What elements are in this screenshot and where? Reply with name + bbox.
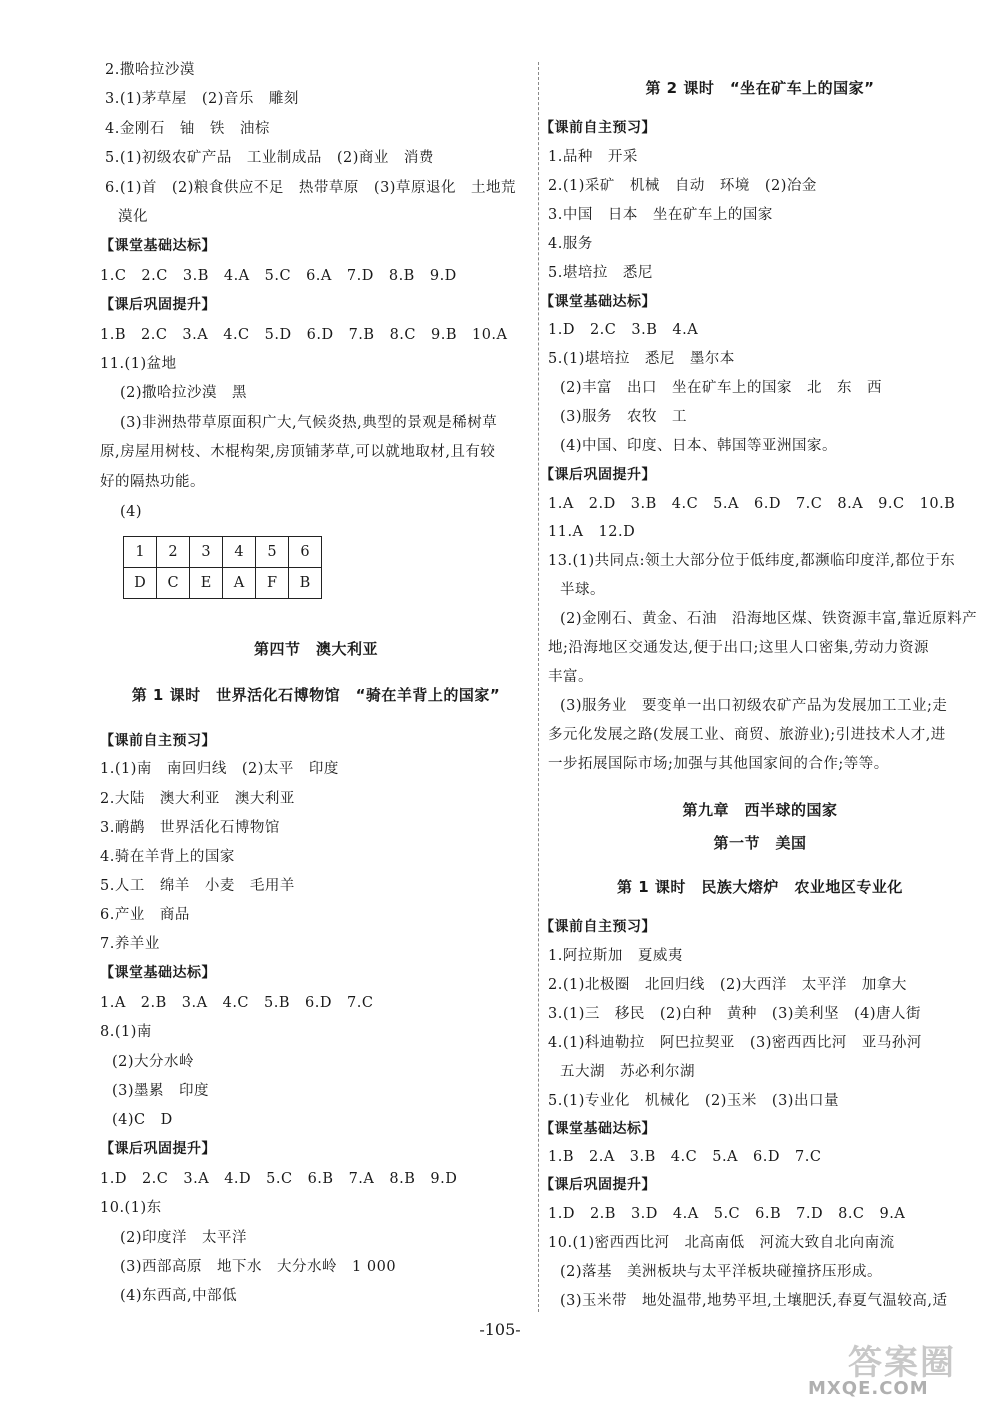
section-heading: 【课前自主预习】 <box>540 919 656 935</box>
answer-line: 5.人工 绵羊 小麦 毛用羊 <box>100 878 295 894</box>
table-cell: D <box>124 568 157 599</box>
answer-line: 10.(1)东 <box>100 1200 162 1216</box>
answer-line: (2)落基 美洲板块与太平洋板块碰撞挤压形成。 <box>560 1264 883 1280</box>
answer-line: (2)大分水岭 <box>112 1054 195 1070</box>
answer-line: (4)东西高,中部低 <box>120 1288 238 1304</box>
section-heading: 【课堂基础达标】 <box>100 238 216 254</box>
section-title: 第四节 澳大利亚 <box>253 640 378 658</box>
answer-line: (4)中国、印度、日本、韩国等亚洲国家。 <box>560 438 838 454</box>
answer-line: 5.(1)堪培拉 悉尼 墨尔本 <box>548 351 735 367</box>
table-row <box>124 537 322 568</box>
section-heading: 【课堂基础达标】 <box>540 1121 656 1137</box>
answer-line: (4) <box>120 504 143 520</box>
chapter-title: 第九章 西半球的国家 <box>682 801 838 819</box>
table-cell: E <box>190 568 223 599</box>
answer-line: 2.(1)北极圈 北回归线 (2)大西洋 太平洋 加拿大 <box>548 977 907 993</box>
answer-line: 原,房屋用树枝、木棍构架,房顶铺茅草,可以就地取材,且有较 <box>100 444 496 460</box>
section-title: 第一节 美国 <box>713 834 807 852</box>
section-heading: 【课后巩固提升】 <box>100 297 216 313</box>
table-cell: 3 <box>190 537 223 568</box>
table-cell: C <box>157 568 190 599</box>
section-heading: 【课堂基础达标】 <box>100 965 216 981</box>
table-cell: 6 <box>289 537 322 568</box>
answer-line: 1.B 2.C 3.A 4.C 5.D 6.D 7.B 8.C 9.B 10.A <box>100 327 508 343</box>
answer-line: (3)服务 农牧 工 <box>560 409 688 425</box>
table-cell: 1 <box>124 537 157 568</box>
lesson-title: 第 1 课时 世界活化石博物馆 “骑在羊背上的国家” <box>131 686 501 704</box>
answer-line: 3.(1)三 移民 (2)白种 黄种 (3)美利坚 (4)唐人街 <box>548 1006 921 1022</box>
answer-line: 漠化 <box>118 209 148 225</box>
section-heading: 【课后巩固提升】 <box>540 467 656 483</box>
answer-line: 1.阿拉斯加 夏威夷 <box>548 948 683 964</box>
table-cell: 4 <box>223 537 256 568</box>
answer-line: 10.(1)密西西比河 北高南低 河流大致自北向南流 <box>548 1235 895 1251</box>
answer-line: 3.鸸鹋 世界活化石博物馆 <box>100 820 280 836</box>
answer-line: (2)撒哈拉沙漠 黑 <box>120 385 248 401</box>
answer-table <box>123 536 322 599</box>
answer-line: 8.(1)南 <box>100 1024 152 1040</box>
answer-line: 5.(1)专业化 机械化 (2)玉米 (3)出口量 <box>548 1093 839 1109</box>
answer-line: 1.品种 开采 <box>548 149 638 165</box>
answer-line: 11.A 12.D <box>548 524 636 540</box>
page-number: -105- <box>479 1320 521 1339</box>
table-cell: 5 <box>256 537 289 568</box>
section-heading: 【课前自主预习】 <box>540 120 656 136</box>
section-heading: 【课后巩固提升】 <box>100 1141 216 1157</box>
answer-line: 2.大陆 澳大利亚 澳大利亚 <box>100 791 295 807</box>
table-cell: B <box>289 568 322 599</box>
watermark-url: MXQE.COM <box>808 1378 929 1399</box>
answer-line: 丰富。 <box>548 669 593 685</box>
answer-line: 1.D 2.C 3.A 4.D 5.C 6.B 7.A 8.B 9.D <box>100 1171 458 1187</box>
answer-line: 3.(1)茅草屋 (2)音乐 雕刻 <box>105 91 299 107</box>
lesson-title: 第 2 课时 “坐在矿车上的国家” <box>645 79 875 97</box>
answer-line: 6.产业 商品 <box>100 907 190 923</box>
answer-line: 11.(1)盆地 <box>100 356 177 372</box>
column-divider <box>538 62 539 1312</box>
answer-line: 1.C 2.C 3.B 4.A 5.C 6.A 7.D 8.B 9.D <box>100 268 457 284</box>
answer-line: 4.骑在羊背上的国家 <box>100 849 235 865</box>
answer-line: 4.金刚石 铀 铁 油棕 <box>105 121 270 137</box>
answer-line: 1.(1)南 南回归线 (2)太平 印度 <box>100 761 339 777</box>
section-heading: 【课后巩固提升】 <box>540 1177 656 1193</box>
table-row <box>124 568 322 599</box>
table-cell: 2 <box>157 537 190 568</box>
watermark-logo: 答案圈 <box>848 1343 956 1383</box>
answer-line: 好的隔热功能。 <box>100 474 205 490</box>
answer-line: (4)C D <box>112 1112 173 1128</box>
answer-line: 多元化发展之路(发展工业、商贸、旅游业);引进技术人才,进 <box>548 727 946 743</box>
answer-line: (3)服务业 要变单一出口初级农矿产品为发展加工工业;走 <box>560 698 948 714</box>
answer-line: 2.(1)采矿 机械 自动 环境 (2)冶金 <box>548 178 817 194</box>
answer-line: (3)玉米带 地处温带,地势平坦,土壤肥沃,春夏气温较高,适 <box>560 1293 948 1309</box>
answer-line: 3.中国 日本 坐在矿车上的国家 <box>548 207 773 223</box>
answer-line: (3)西部高原 地下水 大分水岭 1 000 <box>120 1259 397 1275</box>
table-cell: F <box>256 568 289 599</box>
answer-line: 6.(1)首 (2)粮食供应不足 热带草原 (3)草原退化 土地荒 <box>105 180 516 196</box>
answer-line: 13.(1)共同点:领土大部分位于低纬度,都濒临印度洋,都位于东 <box>548 553 956 569</box>
answer-line: (2)金刚石、黄金、石油 沿海地区煤、铁资源丰富,靠近原料产 <box>560 611 978 627</box>
answer-line: 1.D 2.B 3.D 4.A 5.C 6.B 7.D 8.C 9.A <box>548 1206 906 1222</box>
answer-line: (3)墨累 印度 <box>112 1083 210 1099</box>
section-heading: 【课前自主预习】 <box>100 733 216 749</box>
answer-line: 1.D 2.C 3.B 4.A <box>548 322 699 338</box>
answer-line: 一步拓展国际市场;加强与其他国家间的合作;等等。 <box>548 756 889 772</box>
answer-line: 五大湖 苏必利尔湖 <box>560 1064 695 1080</box>
answer-line: 1.A 2.B 3.A 4.C 5.B 6.D 7.C <box>100 995 374 1011</box>
answer-line: (3)非洲热带草原面积广大,气候炎热,典型的景观是稀树草 <box>120 415 498 431</box>
answer-line: 半球。 <box>560 582 605 598</box>
answer-line: 5.堪培拉 悉尼 <box>548 265 653 281</box>
answer-line: 2.撒哈拉沙漠 <box>105 62 195 78</box>
answer-line: 1.B 2.A 3.B 4.C 5.A 6.D 7.C <box>548 1149 822 1165</box>
answer-line: 7.养羊业 <box>100 936 160 952</box>
table-cell: A <box>223 568 256 599</box>
answer-line: (2)印度洋 太平洋 <box>120 1230 248 1246</box>
answer-line: 1.A 2.D 3.B 4.C 5.A 6.D 7.C 8.A 9.C 10.B <box>548 496 956 512</box>
answer-line: 4.(1)科迪勒拉 阿巴拉契亚 (3)密西西比河 亚马孙河 <box>548 1035 922 1051</box>
section-heading: 【课堂基础达标】 <box>540 294 656 310</box>
answer-line: (2)丰富 出口 坐在矿车上的国家 北 东 西 <box>560 380 883 396</box>
lesson-title: 第 1 课时 民族大熔炉 农业地区专业化 <box>617 878 903 896</box>
answer-line: 5.(1)初级农矿产品 工业制成品 (2)商业 消费 <box>105 150 434 166</box>
answer-line: 地;沿海地区交通发达,便于出口;这里人口密集,劳动力资源 <box>548 640 929 656</box>
answer-line: 4.服务 <box>548 236 593 252</box>
